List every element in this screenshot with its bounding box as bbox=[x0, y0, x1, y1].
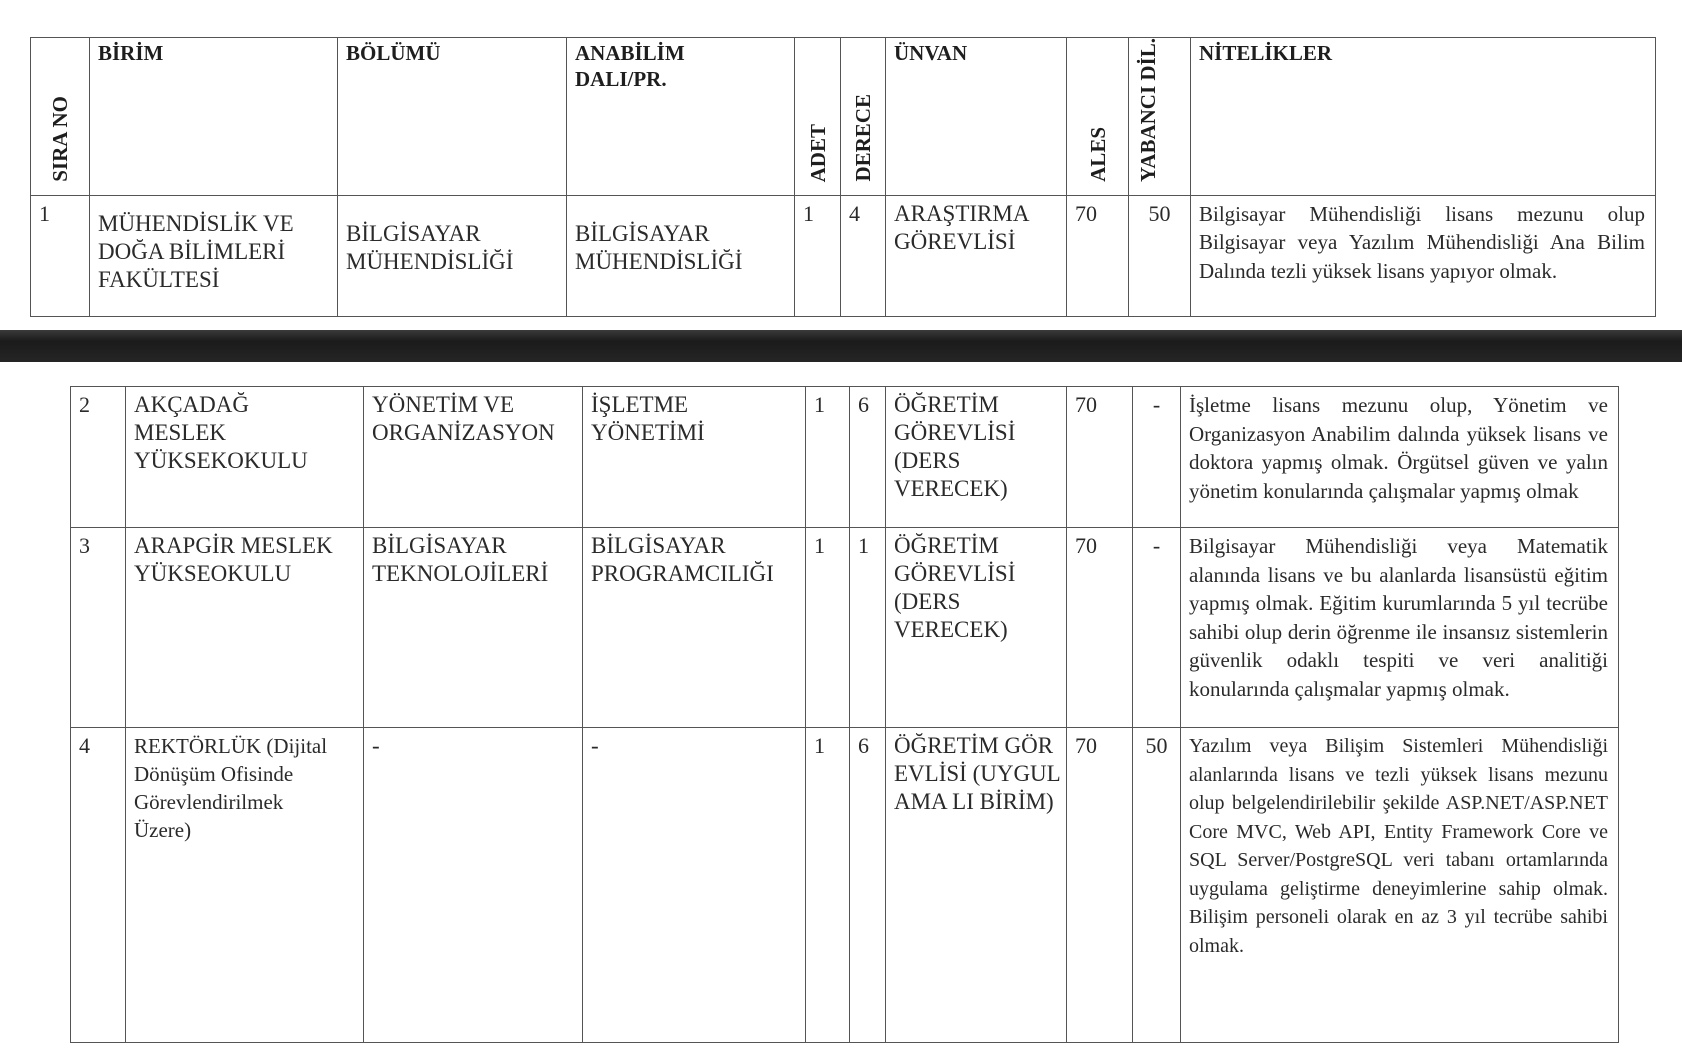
cell-yabanci-dil: - bbox=[1133, 528, 1181, 728]
cell-derece: 4 bbox=[841, 195, 886, 316]
cell-sira: 3 bbox=[71, 528, 126, 728]
cell-anabilim: BİLGİSAYAR PROGRAMCILIĞI bbox=[583, 528, 806, 728]
cell-birim: ARAPGİR MESLEK YÜKSEOKULU bbox=[126, 528, 364, 728]
cell-nitelikler: İşletme lisans mezunu olup, Yönetim ve Organizasyon Anabilim dalında yüksek lisans ve doktora yapmış olmak. Örgütsel güven ve yalın yönetim konularında çalışmalar yapmış olmak bbox=[1181, 387, 1619, 528]
cell-anabilim: İŞLETME YÖNETİMİ bbox=[583, 387, 806, 528]
header-yabanci-dil: YABANCI DİL. bbox=[1129, 38, 1191, 196]
header-sira-no: SIRA NO bbox=[31, 38, 90, 196]
cell-nitelikler: Yazılım veya Bilişim Sistemleri Mühendisliği alanlarında lisans ve tezli yüksek lisans mezunu olup belgelendirilebilir şekilde ASP.NET/ASP.NET Core MVC, Web API, Entity Framework Core ve SQL Server/PostgreSQL veri tabanı ortamlarında uygulama geliştirme deneyimlerine sahip olmak. Bilişim personeli olarak en az 3 yıl tecrübe sahibi olmak. bbox=[1181, 728, 1619, 1043]
cell-unvan: ARAŞTIRMA GÖREVLİSİ bbox=[886, 195, 1067, 316]
cell-unvan: ÖĞRETİM GÖREVLİSİ (DERS VERECEK) bbox=[886, 387, 1067, 528]
cell-ales: 70 bbox=[1067, 195, 1129, 316]
cell-yabanci-dil: 50 bbox=[1133, 728, 1181, 1043]
cell-anabilim: - bbox=[583, 728, 806, 1043]
cell-adet: 1 bbox=[795, 195, 841, 316]
header-ales: ALES bbox=[1067, 38, 1129, 196]
cell-birim: AKÇADAĞ MESLEK YÜKSEKOKULU bbox=[126, 387, 364, 528]
cell-bolumu: BİLGİSAYAR TEKNOLOJİLERİ bbox=[364, 528, 583, 728]
cell-nitelikler: Bilgisayar Mühendisliği lisans mezunu olup Bilgisayar veya Yazılım Mühendisliği Ana Bilim Dalında tezli yüksek lisans yapıyor olmak. bbox=[1191, 195, 1656, 316]
header-birim: BİRİM bbox=[90, 38, 338, 196]
header-bolumu: BÖLÜMÜ bbox=[338, 38, 567, 196]
job-listing-table-1 bbox=[30, 37, 1656, 317]
cell-adet: 1 bbox=[806, 728, 850, 1043]
cell-unvan: ÖĞRETİM GÖREVLİSİ (UYGULAMA LI BİRİM) bbox=[886, 728, 1067, 1043]
cell-anabilim: BİLGİSAYAR MÜHENDİSLİĞİ bbox=[567, 195, 795, 316]
cell-derece: 6 bbox=[850, 387, 886, 528]
cell-sira: 4 bbox=[71, 728, 126, 1043]
cell-yabanci-dil: - bbox=[1133, 387, 1181, 528]
cell-bolumu: BİLGİSAYAR MÜHENDİSLİĞİ bbox=[338, 195, 567, 316]
table-row bbox=[71, 387, 1619, 528]
cell-derece: 6 bbox=[850, 728, 886, 1043]
table-row bbox=[71, 728, 1619, 1043]
job-listing-table-2 bbox=[70, 386, 1619, 1043]
cell-bolumu: - bbox=[364, 728, 583, 1043]
cell-unvan: ÖĞRETİM GÖREVLİSİ (DERS VERECEK) bbox=[886, 528, 1067, 728]
cell-ales: 70 bbox=[1067, 528, 1133, 728]
cell-yabanci-dil: 50 bbox=[1129, 195, 1191, 316]
cell-adet: 1 bbox=[806, 528, 850, 728]
cell-nitelikler: Bilgisayar Mühendisliği veya Matematik alanında lisans ve bu alanlarda lisansüstü eğitim yapmış olmak. Eğitim kurumlarında 5 yıl tecrübe sahibi olup derin öğrenme ile insansız sistemlerin güvenlik odaklı tespiti ve veri analitiği konularında çalışmalar yapmış olmak. bbox=[1181, 528, 1619, 728]
header-anabilim: ANABİLİM DALI/PR. bbox=[567, 38, 795, 196]
cell-sira: 2 bbox=[71, 387, 126, 528]
cell-ales: 70 bbox=[1067, 387, 1133, 528]
header-nitelikler: NİTELİKLER bbox=[1191, 38, 1656, 196]
cell-birim: REKTÖRLÜK (Dijital Dönüşüm Ofisinde Görevlendirilmek Üzere) bbox=[126, 728, 364, 1043]
header-derece: DERECE bbox=[841, 38, 886, 196]
cell-birim: MÜHENDİSLİK VE DOĞA BİLİMLERİ FAKÜLTESİ bbox=[90, 195, 338, 316]
header-unvan: ÜNVAN bbox=[886, 38, 1067, 196]
cell-bolumu: YÖNETİM VE ORGANİZASYON bbox=[364, 387, 583, 528]
header-row bbox=[31, 38, 1656, 196]
cell-adet: 1 bbox=[806, 387, 850, 528]
cell-ales: 70 bbox=[1067, 728, 1133, 1043]
table-row bbox=[31, 195, 1656, 316]
page-separator-band bbox=[0, 330, 1682, 362]
table-row bbox=[71, 528, 1619, 728]
cell-sira: 1 bbox=[31, 195, 90, 316]
header-adet: ADET bbox=[795, 38, 841, 196]
cell-derece: 1 bbox=[850, 528, 886, 728]
